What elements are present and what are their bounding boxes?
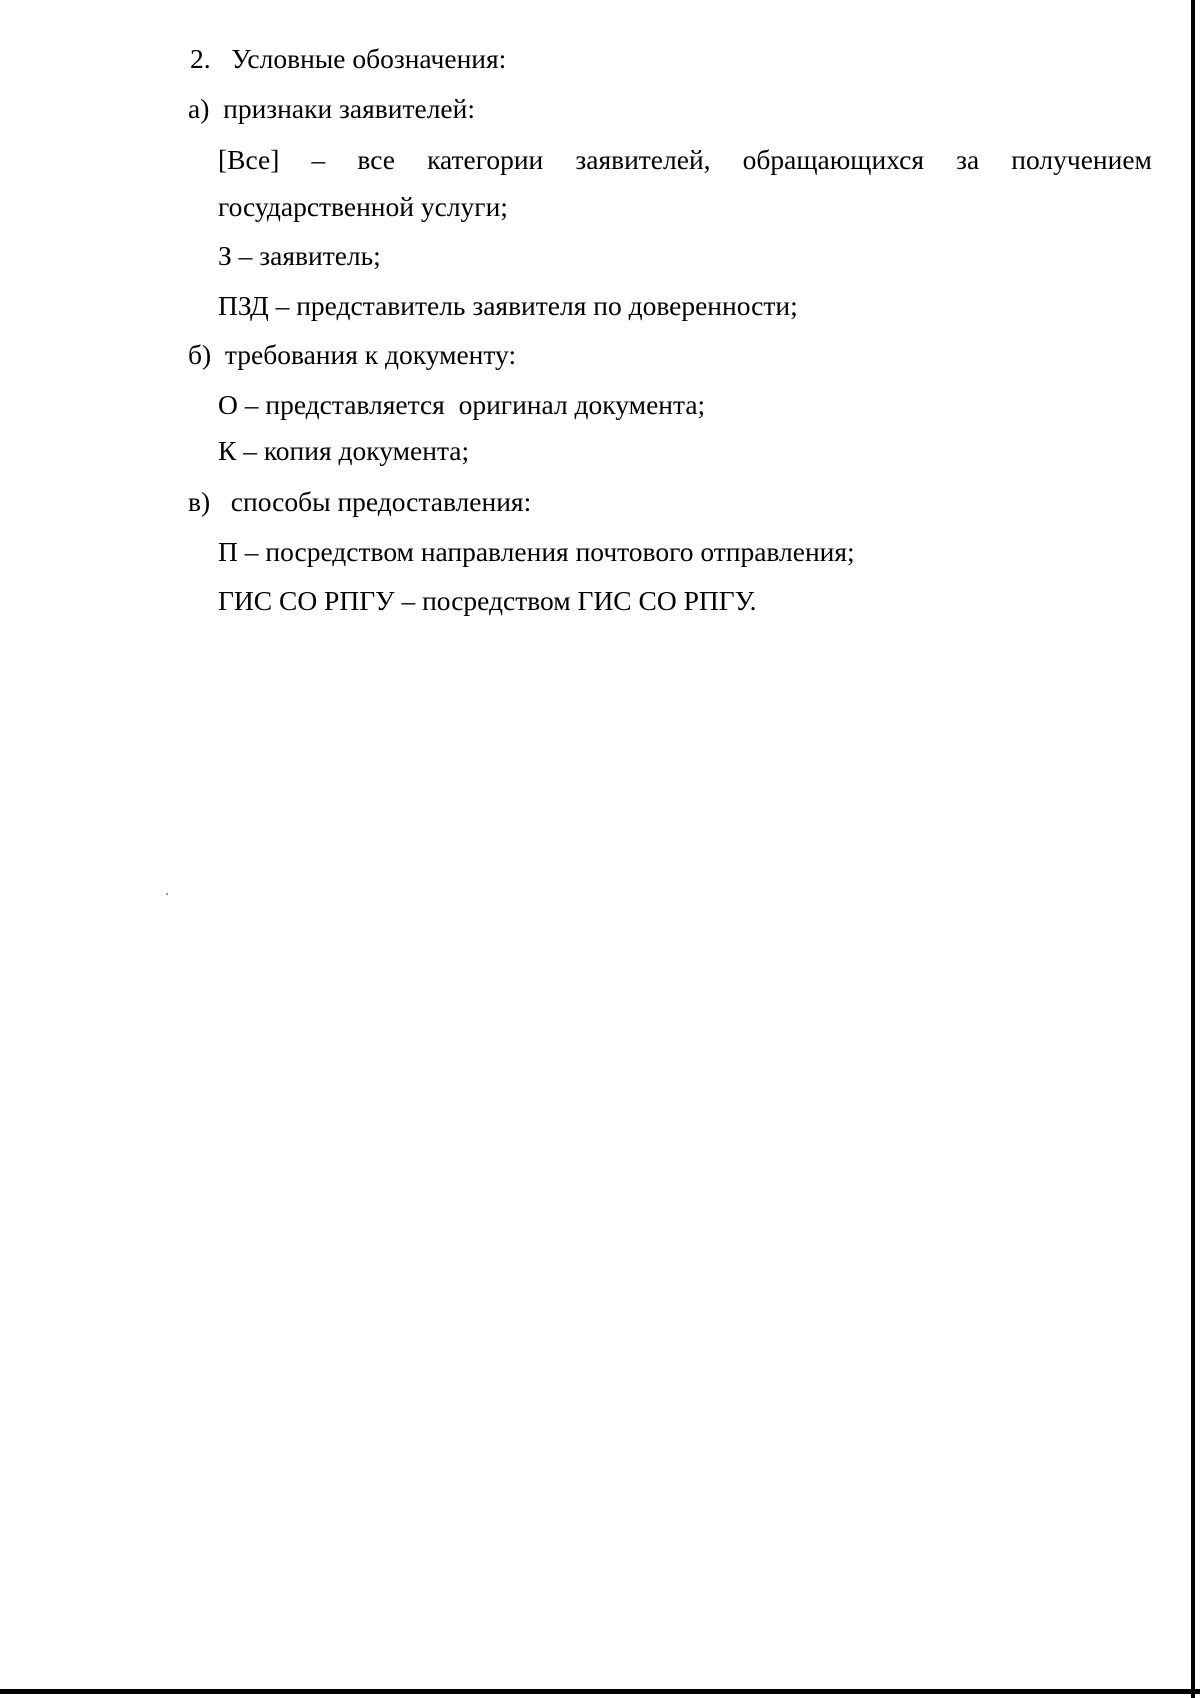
item-original: О – представляется оригинал документа;	[218, 389, 706, 420]
group-v-heading	[188, 485, 531, 519]
section-title: Условные обозначения:	[231, 43, 507, 74]
right-border-line	[1191, 0, 1195, 1698]
group-a-title: признаки заявителей:	[223, 93, 475, 124]
bottom-border-line	[0, 1689, 1200, 1694]
item-all-word: –	[311, 144, 326, 175]
section-number: 2.	[190, 43, 211, 74]
item-applicant: З – заявитель;	[218, 240, 381, 271]
item-all-continuation: государственной услуги;	[218, 191, 508, 222]
item-copy: К – копия документа;	[218, 435, 470, 466]
item-all-applicants	[218, 143, 1152, 177]
item-all-word: получением	[1011, 144, 1152, 175]
group-b-heading	[188, 338, 516, 372]
group-b-marker: б)	[188, 339, 212, 370]
scan-speck	[166, 893, 168, 895]
item-all-word: заявителей,	[575, 144, 711, 175]
item-gis: ГИС СО РПГУ – посредством ГИС СО РПГУ.	[218, 585, 757, 616]
group-a-marker: а)	[188, 93, 210, 124]
group-v-marker: в)	[188, 486, 211, 517]
section-heading	[190, 42, 506, 76]
item-post: П – посредством направления почтового отправления;	[218, 536, 855, 567]
group-v-title: способы предоставления:	[230, 486, 532, 517]
item-all-word: категории	[427, 144, 544, 175]
item-representative: ПЗД – представитель заявителя по доверенности;	[218, 290, 798, 321]
group-b-title: требования к документу:	[224, 339, 517, 370]
group-a-heading	[188, 92, 475, 126]
item-all-word: [Все]	[218, 144, 280, 175]
item-all-word: за	[956, 144, 980, 175]
item-all-word: обращающихся	[742, 144, 924, 175]
item-all-word: все	[357, 144, 395, 175]
